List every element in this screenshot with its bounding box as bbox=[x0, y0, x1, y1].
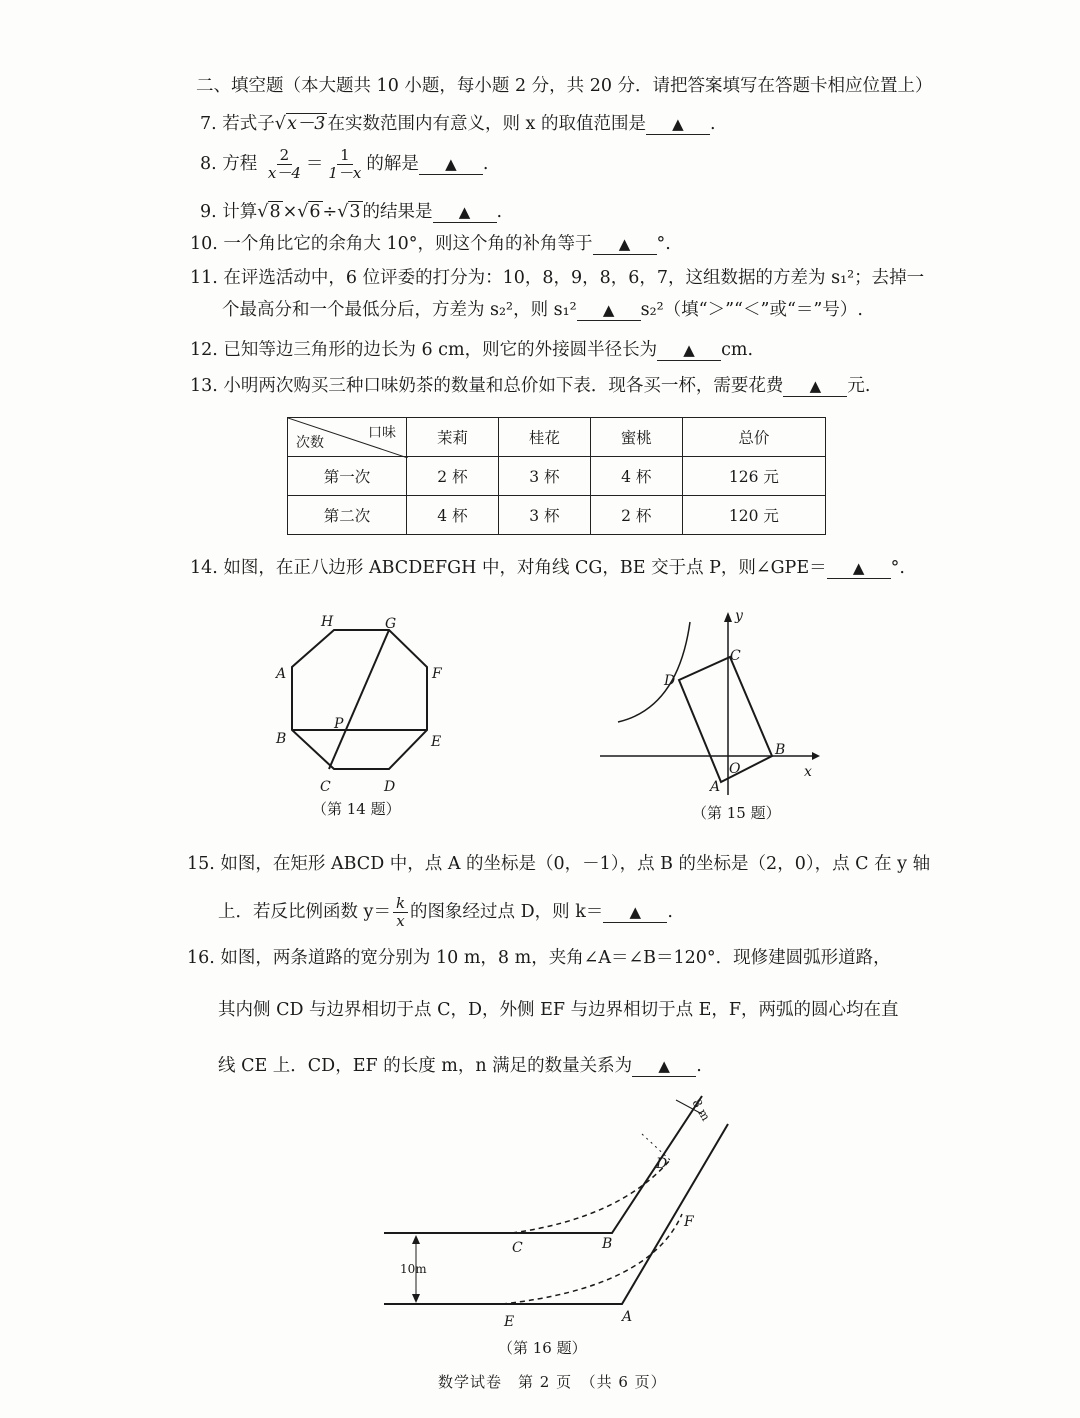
label-c: C bbox=[320, 779, 331, 795]
q15-line1: 如图，在矩形 ABCD 中，点 A 的坐标是（0，－1），点 B 的坐标是（2，0），点 C 在 y 轴 bbox=[220, 854, 931, 874]
q14-end: °. bbox=[890, 558, 905, 578]
q11-line1: 在评选活动中，6 位评委的打分为：10，8，9，8，6，7，这组数据的方差为 s₁²；去掉一 bbox=[223, 268, 925, 288]
q15-line2-post: 的图象经过点 D，则 k＝ bbox=[410, 902, 604, 922]
answer-blank-12: ▲ bbox=[657, 340, 721, 361]
table-cell: 126 元 bbox=[682, 457, 825, 496]
label-p: P bbox=[334, 716, 344, 732]
table-corner-cell bbox=[288, 418, 407, 457]
x-axis-arrow bbox=[812, 752, 820, 760]
q13-end: 元. bbox=[847, 376, 871, 396]
answer-blank-10: ▲ bbox=[593, 234, 657, 255]
table-cell: 2 杯 bbox=[590, 496, 682, 535]
q16-line1: 如图，两条道路的宽分别为 10 m，8 m，夹角∠A＝∠B＝120°．现修建圆弧形道路， bbox=[220, 948, 891, 968]
answer-blank-14: ▲ bbox=[827, 558, 891, 579]
q10-text: 一个角比它的余角大 10°，则这个角的补角等于 bbox=[223, 234, 593, 254]
label-d: D bbox=[656, 1156, 668, 1172]
arc-cd bbox=[512, 1160, 670, 1233]
table-cell: 3 杯 bbox=[498, 457, 590, 496]
arrowhead-top bbox=[412, 1235, 420, 1244]
octagon-diagram bbox=[268, 610, 468, 800]
radical-sign: √ bbox=[274, 114, 286, 134]
q7-end: . bbox=[709, 114, 716, 134]
label-d: D bbox=[384, 779, 396, 795]
q15-number: 15. bbox=[187, 854, 215, 874]
q14-number: 14. bbox=[190, 558, 218, 578]
question-14 bbox=[190, 556, 905, 580]
question-11-line-1 bbox=[190, 266, 924, 290]
q11-number: 11. bbox=[190, 268, 218, 288]
label-f: F bbox=[684, 1214, 694, 1230]
figure-15-coordinate bbox=[590, 600, 830, 804]
table-cell: 4 杯 bbox=[590, 457, 682, 496]
label-a: A bbox=[622, 1309, 633, 1325]
milk-tea-table bbox=[287, 417, 826, 535]
label-a: A bbox=[276, 666, 287, 682]
q16-end: . bbox=[696, 1056, 702, 1076]
row-label: 第一次 bbox=[288, 457, 407, 496]
question-15-line-1 bbox=[187, 852, 930, 876]
table-row bbox=[288, 457, 826, 496]
q12-end: cm. bbox=[721, 340, 754, 360]
question-8 bbox=[200, 146, 488, 182]
label-y: y bbox=[735, 608, 743, 624]
q9-divide: ÷ bbox=[322, 202, 338, 222]
question-15-line-2 bbox=[218, 894, 673, 930]
page-footer: 数学试卷 第 2 页 （共 6 页） bbox=[438, 1373, 667, 1391]
figure-14-caption: （第 14 题） bbox=[312, 800, 401, 818]
question-16-line-1 bbox=[187, 946, 891, 970]
q9-radicand-3: 3 bbox=[349, 202, 361, 222]
q7-pre: 若式子 bbox=[222, 114, 275, 134]
label-a: A bbox=[710, 779, 721, 795]
q7-post: 在实数范围内有意义，则 x 的取值范围是 bbox=[327, 114, 646, 134]
question-13 bbox=[190, 374, 871, 398]
arrowhead-bottom bbox=[412, 1294, 420, 1303]
label-f: F bbox=[432, 666, 442, 682]
outer-road-boundary bbox=[384, 1124, 728, 1304]
table-cell: 2 杯 bbox=[407, 457, 499, 496]
table-cell: 3 杯 bbox=[498, 496, 590, 535]
width-label-10m: 10m bbox=[400, 1262, 427, 1276]
arc-ef bbox=[502, 1214, 682, 1304]
q9-end: . bbox=[496, 202, 503, 222]
q9-radicand-1: 8 bbox=[269, 202, 281, 222]
rectangle-abcd bbox=[679, 657, 772, 782]
q15-line2-pre: 上．若反比例函数 y＝ bbox=[218, 902, 391, 922]
q13-number: 13. bbox=[190, 376, 218, 396]
q7-number: 7. bbox=[200, 114, 217, 134]
q7-radicand: x－3 bbox=[286, 114, 326, 134]
question-12 bbox=[190, 338, 753, 362]
table-row bbox=[288, 496, 826, 535]
question-11-line-2 bbox=[222, 298, 863, 322]
q8-post: 的解是 bbox=[366, 154, 419, 174]
answer-blank-13: ▲ bbox=[783, 376, 847, 397]
q13-text: 小明两次购买三种口味奶茶的数量和总价如下表．现各买一杯，需要花费 bbox=[223, 376, 784, 396]
figure-16-roads bbox=[380, 1088, 740, 1352]
corner-bottom-label: 次数 bbox=[296, 435, 324, 451]
answer-blank-11: ▲ bbox=[577, 300, 641, 321]
coordinate-diagram bbox=[590, 600, 830, 800]
q8-equals: ＝ bbox=[305, 154, 324, 174]
width-label-8m: 8 m bbox=[689, 1096, 713, 1124]
q9-times: × bbox=[282, 202, 298, 222]
figure-15-caption: （第 15 题） bbox=[692, 804, 781, 822]
answer-blank-9: ▲ bbox=[433, 202, 497, 223]
table-cell: 4 杯 bbox=[407, 496, 499, 535]
question-9: 9. 计算√8 ×√6 ÷√3 的结果是 ▲ . bbox=[200, 202, 503, 222]
label-d: D bbox=[664, 673, 676, 689]
q12-text: 已知等边三角形的边长为 6 cm，则它的外接圆半径长为 bbox=[223, 340, 658, 360]
road-diagram bbox=[380, 1088, 740, 1348]
q8-fraction-2: $\frac{1}{1-x}$ bbox=[328, 146, 362, 182]
question-7 bbox=[200, 112, 716, 136]
label-e: E bbox=[431, 734, 442, 750]
corner-top-label: 口味 bbox=[368, 425, 396, 441]
label-e: E bbox=[504, 1314, 515, 1330]
label-o: O bbox=[729, 761, 741, 777]
q9-radicand-2: 6 bbox=[309, 202, 321, 222]
q16-number: 16. bbox=[187, 948, 215, 968]
q10-end: °. bbox=[656, 234, 671, 254]
answer-blank-15: ▲ bbox=[603, 902, 667, 923]
label-b: B bbox=[775, 742, 786, 758]
label-b: B bbox=[276, 731, 287, 747]
label-h: H bbox=[321, 614, 334, 630]
q10-number: 10. bbox=[190, 234, 218, 254]
table-header: 茉莉 bbox=[407, 418, 499, 457]
diagonal-cg bbox=[329, 630, 389, 769]
label-b: B bbox=[602, 1236, 613, 1252]
q14-text: 如图，在正八边形 ABCDEFGH 中，对角线 CG，BE 交于点 P，则∠GPE＝ bbox=[223, 558, 827, 578]
q15-end: . bbox=[667, 902, 673, 922]
question-16-line-2: 其内侧 CD 与边界相切于点 C，D，外侧 EF 与边界相切于点 E，F，两弧的圆心均在直 bbox=[218, 1000, 899, 1020]
table-header: 桂花 bbox=[498, 418, 590, 457]
hyperbola-curve bbox=[618, 622, 690, 722]
y-axis-arrow bbox=[724, 612, 732, 622]
question-10 bbox=[190, 232, 671, 256]
q16-line3-pre: 线 CE 上．CD，EF 的长度 m，n 满足的数量关系为 bbox=[218, 1056, 633, 1076]
answer-blank-8: ▲ bbox=[419, 154, 483, 175]
label-g: G bbox=[385, 616, 397, 632]
figure-16-caption: （第 16 题） bbox=[498, 1339, 587, 1357]
label-c: C bbox=[512, 1240, 523, 1256]
row-label: 第二次 bbox=[288, 496, 407, 535]
q8-number: 8. bbox=[200, 154, 217, 174]
table-cell: 120 元 bbox=[682, 496, 825, 535]
table-header-row bbox=[288, 418, 826, 457]
q11-line2-pre: 个最高分和一个最低分后，方差为 s₂²，则 s₁² bbox=[222, 300, 577, 320]
table-header: 蜜桃 bbox=[590, 418, 682, 457]
q9-pre: 计算 bbox=[222, 202, 258, 222]
label-x: x bbox=[804, 764, 812, 780]
question-16-line-3 bbox=[218, 1054, 702, 1078]
figure-14-octagon bbox=[268, 610, 468, 804]
table-header: 总价 bbox=[682, 418, 825, 457]
q11-line2-post: s₂²（填“＞”“＜”或“＝”号）. bbox=[640, 300, 863, 320]
q9-post: 的结果是 bbox=[362, 202, 433, 222]
q15-fraction: $\frac{k}{x}$ bbox=[393, 895, 408, 930]
q8-end: . bbox=[482, 154, 489, 174]
inner-road-boundary bbox=[384, 1096, 702, 1233]
q12-number: 12. bbox=[190, 340, 218, 360]
answer-blank-16: ▲ bbox=[632, 1056, 696, 1077]
q9-number: 9. bbox=[200, 202, 217, 222]
q8-pre: 方程 bbox=[222, 154, 258, 174]
label-c: C bbox=[730, 648, 741, 664]
section-title: 二、填空题（本大题共 10 小题，每小题 2 分，共 20 分．请把答案填写在答题卡相应位置上） bbox=[196, 76, 933, 96]
answer-blank-7: ▲ bbox=[646, 114, 710, 135]
q8-fraction-1: $\frac{2}{x-4}$ bbox=[267, 146, 301, 182]
